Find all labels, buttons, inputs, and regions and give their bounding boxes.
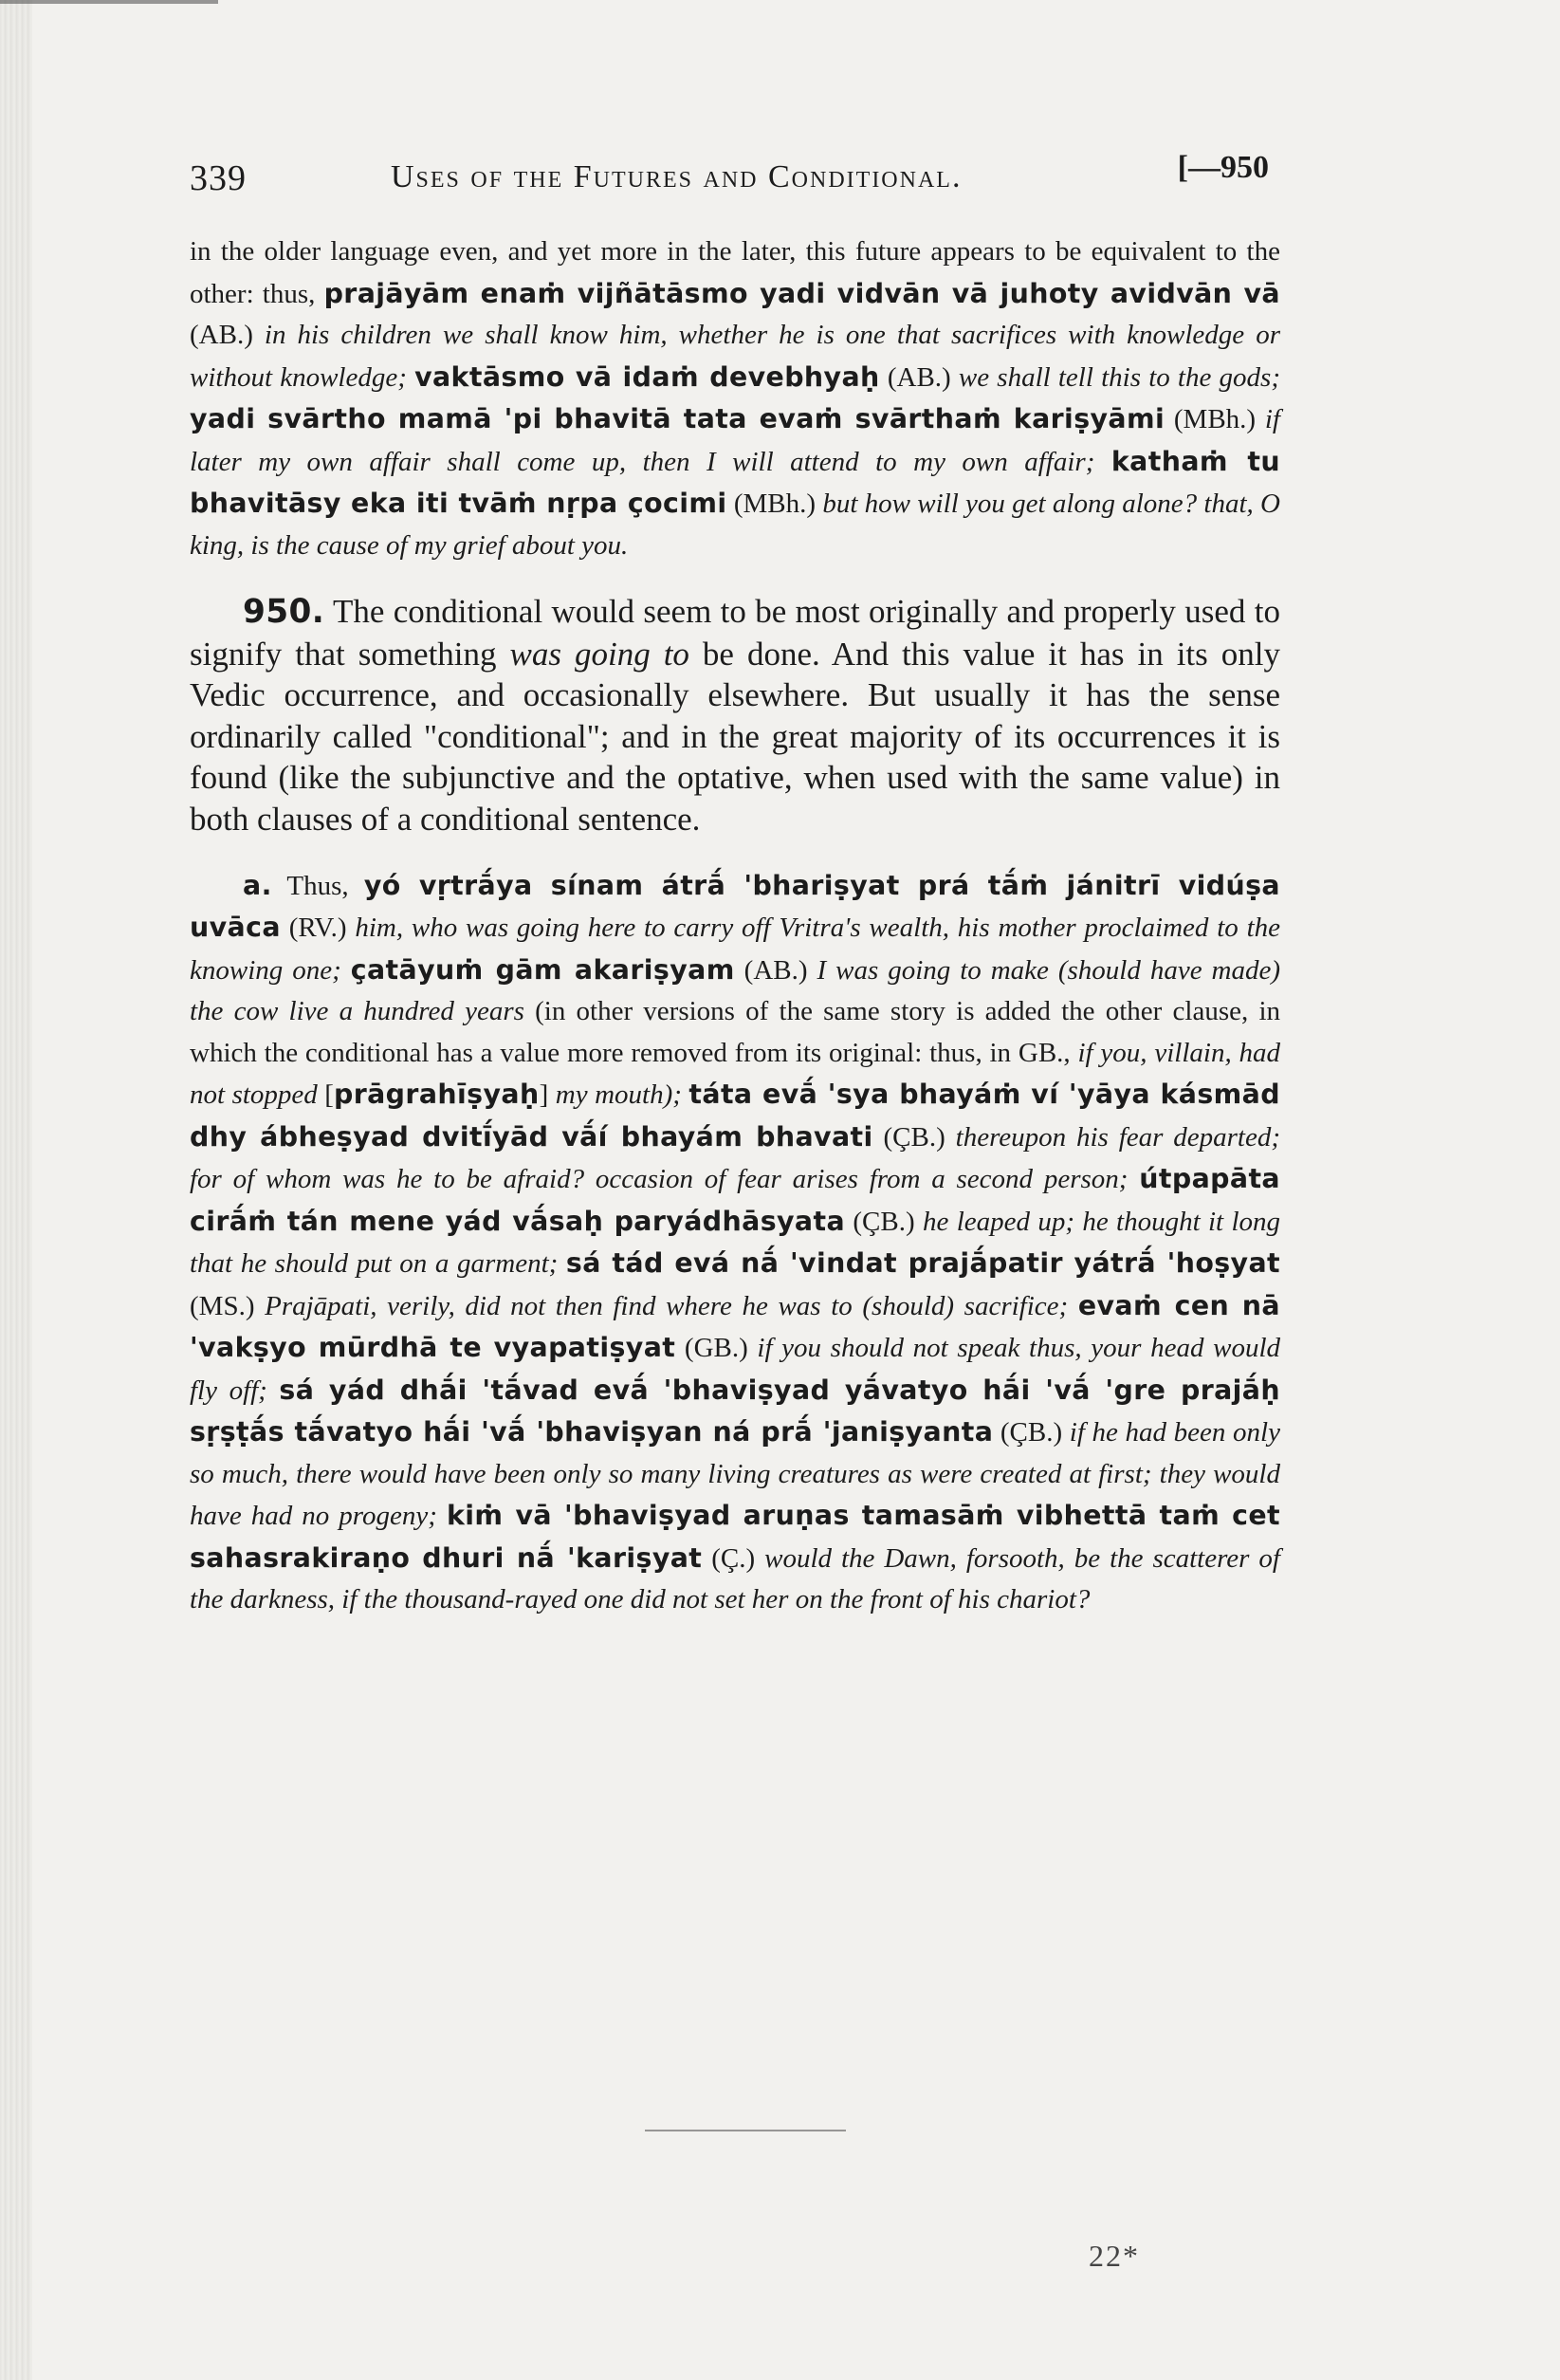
body-text: (AB.) <box>734 954 817 986</box>
page-number: 339 <box>190 158 247 198</box>
translation-text: was going to <box>509 635 689 673</box>
sanskrit-text: çatāyuṁ gām akariṣyam <box>350 953 735 986</box>
body-text <box>341 955 351 986</box>
body-text: [ <box>317 1079 334 1111</box>
sanskrit-text: 950. <box>243 593 325 631</box>
sanskrit-text: kathaṁ tu bhavitāsy eka iti tvāṁ nṛpa çocimi <box>190 445 1281 519</box>
translation-text: thereupon his fear departed; for of whom was he to be afraid? occasion of fear arises from a second person; <box>190 1121 1281 1195</box>
body-text: (MBh.) <box>1165 404 1265 434</box>
translation-text: but how will you get along alone? that, O king, is the cause of my grief about you. <box>190 489 1280 561</box>
signature-mark: 22* <box>1089 2239 1140 2273</box>
scan-top-line <box>0 0 218 4</box>
sanskrit-text: kiṁ vā 'bhaviṣyad aruṇas tamasāṁ vibhettā taṁ cet sahasrakiraṇo dhuri nā́ 'kariṣyat <box>190 1500 1281 1574</box>
body-text <box>267 1375 280 1406</box>
translation-text: if later my own affair shall come up, then I will attend to my own affair; <box>190 404 1280 477</box>
body-text: (in other versions of the same story is added the other clause, in which the conditional has a value more removed from its original: thus, in GB., <box>190 996 1280 1068</box>
paragraph-950a <box>190 865 1280 1621</box>
body-text: ] <box>539 1079 556 1111</box>
sanskrit-text: útpapāta cirā́ṁ tán mene yád vā́saḥ paryádhāsyata <box>190 1163 1280 1237</box>
body-text: (AB.) <box>879 361 959 393</box>
body-text: (ÇB.) <box>993 1417 1070 1448</box>
translation-text: if he had been only so much, there would have been only so many living creatures as were created at first; they would have had no progeny; <box>190 1417 1280 1532</box>
body-text: be done. And this value it has in its only Vedic occurrence, and occasionally elsewhere. But usually it has the sense ordinarily called "conditional"; and in the great majority of its occurrences it is found (like the subjunctive and the optative, when used with the same value) in both clauses of a conditional sentence. <box>190 635 1280 838</box>
translation-text: he leaped up; he thought it long that he should put on a garment; <box>190 1206 1281 1280</box>
sanskrit-text: a. <box>243 869 272 901</box>
body-text: (AB.) <box>190 320 265 350</box>
body-text: The conditional would seem to be most originally and properly used to signify that something <box>190 593 1280 673</box>
body-text: (ÇB.) <box>845 1206 923 1237</box>
translation-text: I was going to make (should have made) the cow live a hundred years <box>190 954 1280 1027</box>
translation-text: him, who was going here to carry off Vritra's wealth, his mother proclaimed to the knowing one; <box>190 913 1280 986</box>
page <box>190 142 1280 1621</box>
scan-edge <box>0 0 32 2380</box>
running-header <box>190 142 1280 209</box>
sanskrit-text: prajāyām enaṁ vijñātāsmo yadi vidvān vā juhoty avidvān vā <box>323 277 1280 309</box>
body-text: (MS.) <box>190 1290 266 1321</box>
body-text: (RV.) <box>280 913 356 944</box>
translation-text: in his children we shall know him, whether he is one that sacrifices with knowledge or without knowledge; <box>190 320 1280 393</box>
translation-text: my mouth); <box>555 1079 682 1111</box>
body-text: (Ç.) <box>702 1542 765 1574</box>
sanskrit-text: yadi svārtho mamā 'pi bhavitā tata evaṁ svārthaṁ kariṣyāmi <box>190 403 1165 434</box>
body-text: (GB.) <box>675 1333 758 1364</box>
section-divider <box>645 2130 846 2131</box>
body-text: (ÇB.) <box>872 1121 956 1153</box>
sanskrit-text: sá yád dhā́i 'tā́vad evā́ 'bhaviṣyad yā́vatyo hā́i 'vā́ 'gre prajā́ḥ sṛṣṭā́s tā́vatyo hā́i 'vā́ 'bhaviṣyan ná prā́ 'janiṣyanta <box>190 1374 1280 1448</box>
translation-text: if you, villain, had not stopped <box>190 1037 1281 1111</box>
sanskrit-text: yó vṛtrā́ya sínam átrā́ 'bhariṣyat prá tā́ṁ jánitrī vidúṣa uvāca <box>190 869 1281 944</box>
paragraph-future-examples <box>190 231 1280 566</box>
body-text: Thus, <box>271 870 364 901</box>
sanskrit-text: evaṁ cen nā 'vakṣyo mūrdhā te vyapatiṣyat <box>190 1289 1280 1364</box>
body-text: in the older language even, and yet more in the later, this future appears to be equivalent to the other: thus, <box>190 236 1280 309</box>
translation-text: Prajāpati, verily, did not then find where he was to (should) sacrifice; <box>265 1290 1069 1321</box>
sanskrit-text: prāgrahīṣyaḥ <box>333 1079 540 1111</box>
translation-text: would the Dawn, forsooth, be the scatterer of the darkness, if the thousand-rayed one did not set her on the front of his chariot? <box>190 1542 1280 1615</box>
section-range: [—950 <box>1177 150 1269 185</box>
body-text <box>437 1501 447 1531</box>
body-text: (MBh.) <box>726 489 823 519</box>
body-text <box>1068 1291 1078 1321</box>
translation-text: if you should not speak thus, your head would fly off; <box>190 1333 1280 1406</box>
running-title: Uses of the Futures and Conditional. <box>391 159 963 194</box>
body-text <box>407 362 414 393</box>
sanskrit-text: vaktāsmo vā idaṁ devebhyaḥ <box>414 360 880 393</box>
body-text <box>1128 1164 1139 1194</box>
body-text <box>1094 447 1110 477</box>
body-text <box>558 1248 566 1279</box>
sanskrit-text: táta evā́ 'sya bhayáṁ ví 'yāya kásmād dhy ábheṣyad dvitī́yād vā́í bhayám bhavati <box>190 1079 1280 1153</box>
translation-text: we shall tell this to the gods; <box>958 361 1280 393</box>
sanskrit-text: sá tád evá nā́ 'vindat prajā́patir yátrā́ 'hoṣyat <box>565 1247 1281 1280</box>
paragraph-950 <box>190 591 1280 840</box>
